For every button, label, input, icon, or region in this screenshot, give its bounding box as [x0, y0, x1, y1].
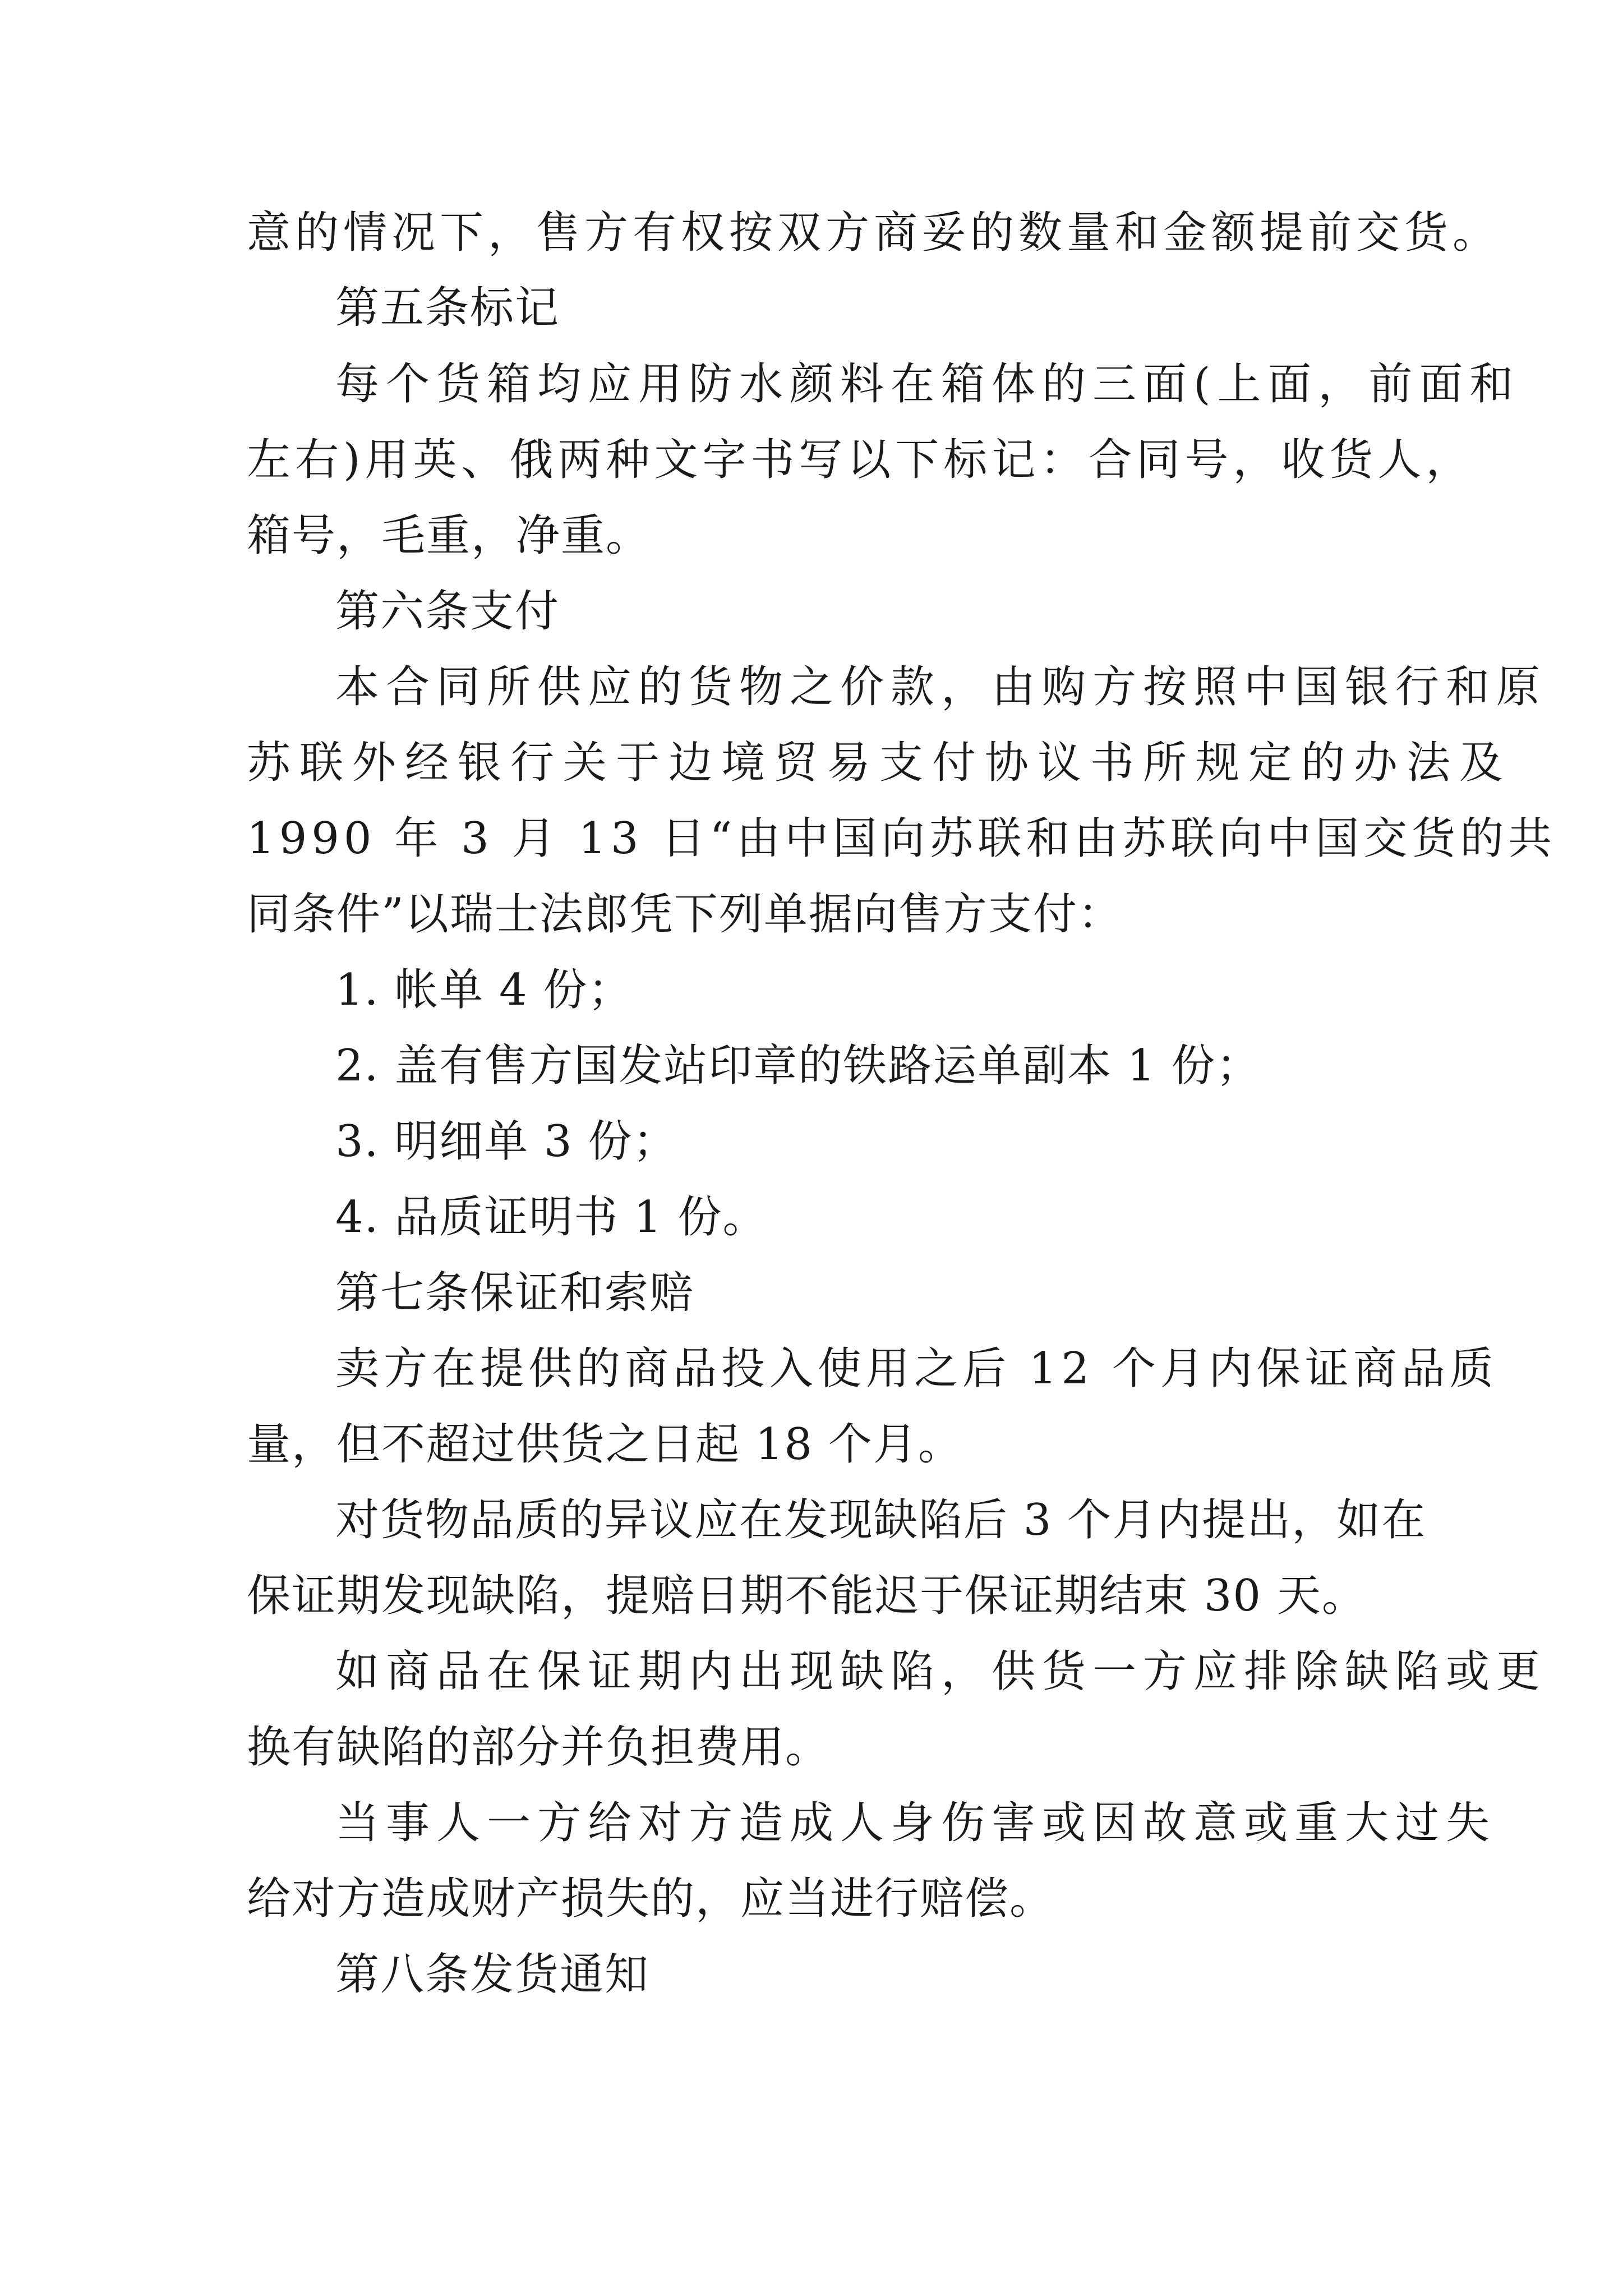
paragraph-line: 量，但不超过供货之日起 18 个月。	[247, 1419, 963, 1470]
paragraph-line: 本合同所供应的货物之价款，由购方按照中国银行和原	[335, 662, 1547, 712]
list-item-1: 1. 帐单 4 份；	[335, 965, 633, 1015]
paragraph-line: 每个货箱均应用防水颜料在箱体的三面(上面，前面和	[335, 359, 1520, 409]
section-heading-5: 第五条标记	[335, 283, 560, 333]
paragraph-line: 意的情况下，售方有权按双方商妥的数量和金额提前交货。	[247, 208, 1501, 258]
list-item-2: 2. 盖有售方国发站印章的铁路运单副本 1 份；	[335, 1041, 1261, 1091]
paragraph-line: 保证期发现缺陷，提赔日期不能迟于保证期结束 30 天。	[247, 1571, 1367, 1621]
paragraph-line: 同条件”以瑞士法郎凭下列单据向售方支付：	[247, 889, 1123, 940]
paragraph-line: 对货物品质的异议应在发现缺陷后 3 个月内提出，如在	[335, 1495, 1427, 1545]
section-heading-8: 第八条发货通知	[335, 1949, 650, 2000]
paragraph-line: 1990 年 3 月 13 日“由中国向苏联和由苏联向中国交货的共	[247, 813, 1557, 864]
paragraph-line: 给对方造成财产损失的，应当进行赔偿。	[247, 1874, 1055, 1924]
paragraph-line: 卖方在提供的商品投入使用之后 12 个月内保证商品质	[335, 1343, 1498, 1394]
paragraph-line: 当事人一方给对方造成人身伤害或因故意或重大过失	[335, 1798, 1497, 1848]
section-heading-6: 第六条支付	[335, 586, 560, 637]
paragraph-line: 左右)用英、俄两种文字书写以下标记：合同号，收货人，	[247, 435, 1474, 485]
paragraph-line: 换有缺陷的部分并负担费用。	[247, 1722, 831, 1773]
list-item-3: 3. 明细单 3 份；	[335, 1116, 678, 1167]
paragraph-line: 如商品在保证期内出现缺陷，供货一方应排除缺陷或更	[335, 1646, 1547, 1697]
section-heading-7: 第七条保证和索赔	[335, 1268, 695, 1318]
paragraph-line: 苏联外经银行关于边境贸易支付协议书所规定的办法及	[247, 738, 1513, 788]
list-item-4: 4. 品质证明书 1 份。	[335, 1192, 768, 1243]
paragraph-line: 箱号，毛重，净重。	[247, 510, 651, 561]
